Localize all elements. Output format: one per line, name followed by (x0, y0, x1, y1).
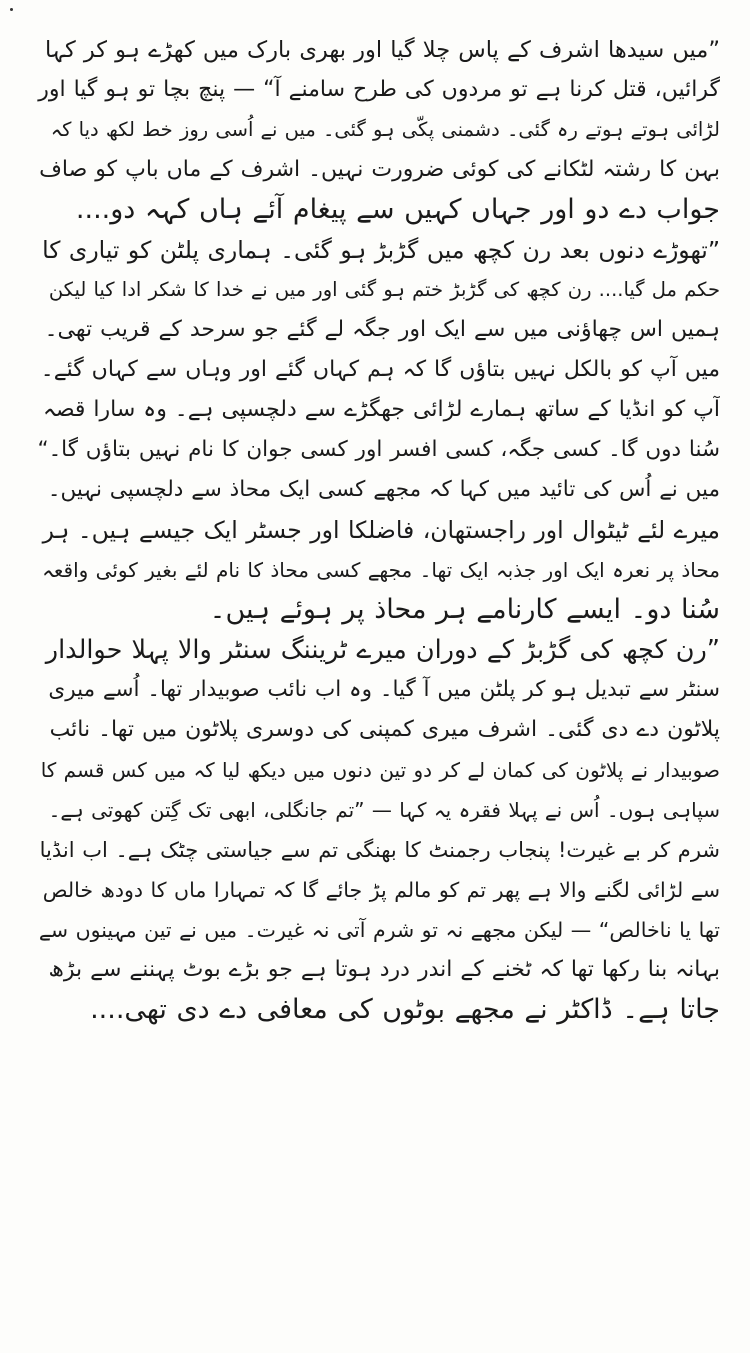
text-line: ہمیں اس چھاؤنی میں سے ایک اور جگہ لے گئے جو سرحد کے قریب تھی۔ (44, 317, 720, 342)
text-line: لڑائی ہوتے ہوتے رہ گئی۔ دشمنی پکّی ہو گئی۔ میں نے اُسی روز خط لکھ دیا کہ (50, 118, 720, 141)
text-line: میرے لئے ٹیٹوال اور راجستھان، فاضلکا اور جسٹر ایک جیسے ہیں۔ ہر (42, 516, 720, 544)
text-line: صوبیدار نے پلاٹون کی کمان لے کر دو تین دنوں میں دیکھ لیا کہ میں کس قسم کا (40, 758, 720, 782)
scan-speck (10, 8, 13, 11)
text-line: سپاہی ہوں۔ اُس نے پہلا فقرہ یہ کہا — ”تم جانگلی، ابھی تک گِتن کھوتی ہے۔ (48, 798, 720, 822)
text-line: ”رن کچھ کی گڑبڑ کے دوران میرے ٹریننگ سنٹر والا پہلا حوالدار (45, 635, 720, 665)
text-line: میں نے اُس کی تائید میں کہا کہ مجھے کسی ایک محاذ سے دلچسپی نہیں۔ (47, 477, 720, 502)
text-line: سنٹر سے تبدیل ہو کر پلٹن میں آ گیا۔ وہ اب نائب صوبیدار تھا۔ اُسے میری (48, 677, 720, 702)
text-line: جواب دے دو اور جہاں کہیں سے پیغام آئے ہاں کہہ دو.... (75, 194, 720, 225)
text-line: تھا یا ناخالص“ — لیکن مجھے نہ تو شرم آتی نہ غیرت۔ میں نے تین مہینوں سے (38, 918, 720, 942)
text-line: بہانہ بنا رکھا تھا کہ ٹخنے کے اندر درد ہوتا ہے جو بڑے بوٹ پہننے سے بڑھ (48, 957, 720, 982)
text-line: سُنا دو۔ ایسے کارنامے ہر محاذ پر ہوئے ہیں۔ (209, 594, 720, 625)
text-line: گرائیں، قتل کرنا ہے تو مردوں کی طرح سامنے آ“ — پنچ بچا تو ہو گیا اور (38, 77, 720, 102)
text-line: سے لڑائی لگنے والا ہے پھر تم کو مالم پڑ جائے گا کہ تمہارا ماں کا دودھ خالص (42, 878, 720, 902)
text-line: شرم کر بے غیرت! پنجاب رجمنٹ کا بھنگی تم سے جیاستی چٹک ہے۔ اب انڈیا (39, 838, 720, 862)
text-line: حکم مل گیا.... رن کچھ کی گڑبڑ ختم ہو گئی اور میں نے خدا کا شکر ادا کیا لیکن (48, 278, 720, 301)
text-line: پلاٹون دے دی گئی۔ اشرف میری کمپنی کی دوسری پلاٹون میں تھا۔ نائب (49, 717, 720, 742)
text-line: سُنا دوں گا۔ کسی جگہ، کسی افسر اور کسی جوان کا نام نہیں بتاؤں گا۔“ (37, 437, 720, 462)
text-line: محاذ پر نعرہ ایک اور جذبہ ایک تھا۔ مجھے کسی محاذ کا نام لئے بغیر کوئی واقعہ (42, 558, 720, 582)
text-line: ”تھوڑے دنوں بعد رن کچھ میں گڑبڑ ہو گئی۔ ہماری پلٹن کو تیاری کا (42, 236, 720, 264)
text-line: جاتا ہے۔ ڈاکٹر نے مجھے بوٹوں کی معافی دے دی تھی.... (90, 994, 720, 1025)
text-line: ”میں سیدھا اشرف کے پاس چلا گیا اور بھری بارک میں کھڑے ہو کر کہا (44, 37, 720, 63)
text-line: بہن کا رشتہ لٹکانے کی کوئی ضرورت نہیں۔ اشرف کے ماں باپ کو صاف (39, 157, 720, 182)
text-line: میں آپ کو بالکل نہیں بتاؤں گا کہ ہم کہاں گئے اور وہاں سے کہاں گئے۔ (40, 357, 720, 382)
text-line: آپ کو انڈیا کے ساتھ ہمارے لڑائی جھگڑے سے دلچسپی ہے۔ وہ سارا قصہ (42, 397, 720, 422)
urdu-text-block (36, 30, 720, 1030)
